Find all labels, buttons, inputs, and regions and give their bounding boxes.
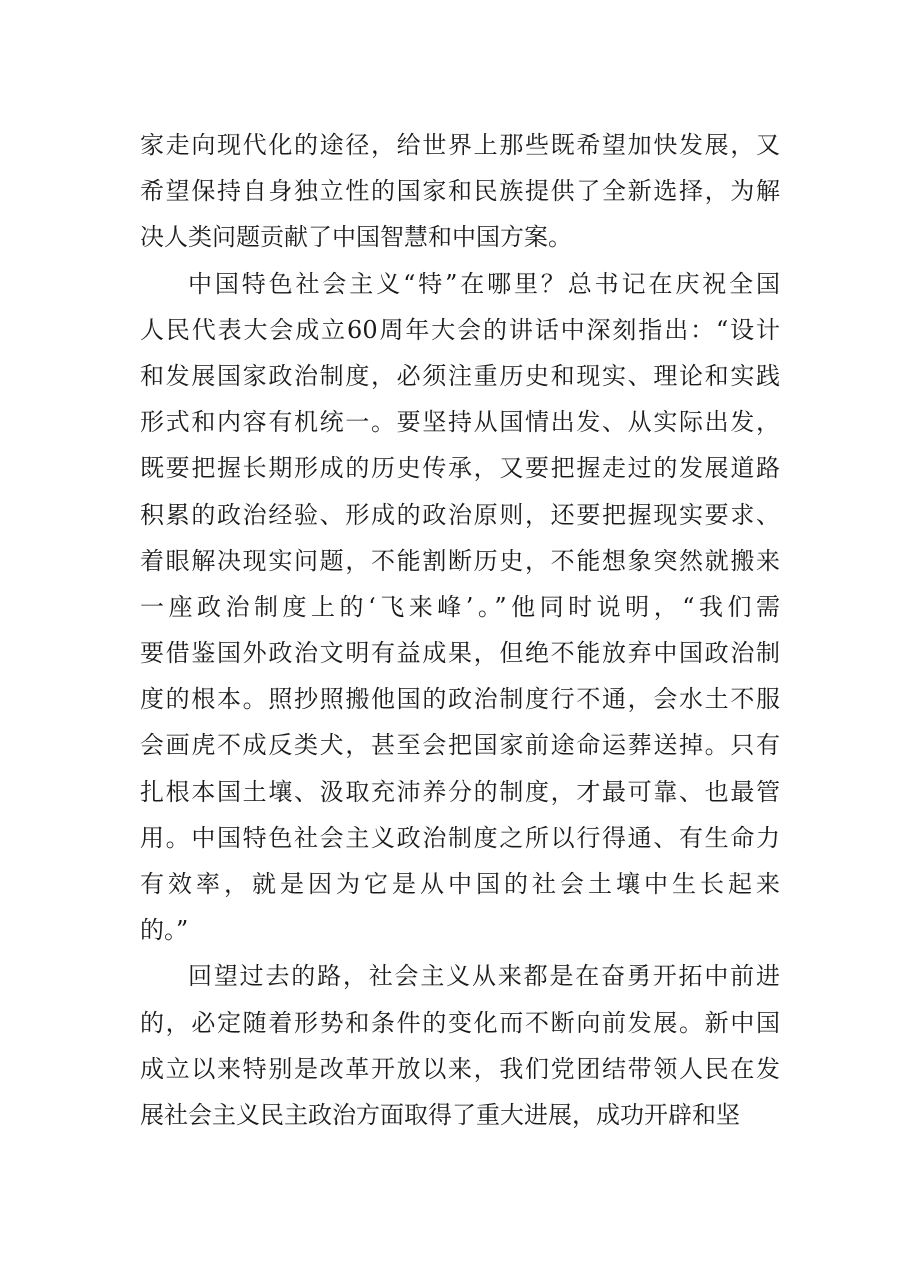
text-line: 的。” [140, 916, 189, 945]
text-line: 度的根本。照抄照搬他国的政治制度行不通，会水土不服 [140, 685, 780, 714]
text-line: 一座政治制度上的‘飞来峰’。”他同时说明，“我们需 [140, 592, 780, 621]
text-line: 既要把握长期形成的历史传承，又要把握走过的发展道路 [140, 454, 780, 483]
text-line: 希望保持自身独立性的国家和民族提供了全新选择，为解 [140, 177, 780, 206]
text-line: 会画虎不成反类犬，甚至会把国家前途命运葬送掉。只有 [140, 731, 780, 760]
text-line: 成立以来特别是改革开放以来，我们党团结带领人民在发 [140, 1054, 780, 1083]
text-line: 的，必定随着形势和条件的变化而不断向前发展。新中国 [140, 1008, 780, 1037]
text-line: 人民代表大会成立60周年大会的讲话中深刻指出：“设计 [140, 315, 780, 344]
paragraph [140, 261, 780, 954]
text-line: 要借鉴国外政治文明有益成果，但绝不能放弃中国政治制 [140, 639, 780, 668]
paragraph [140, 953, 780, 1138]
text-line: 形式和内容有机统一。要坚持从国情出发、从实际出发， [140, 408, 780, 437]
text-line: 决人类问题贡献了中国智慧和中国方案。 [140, 223, 572, 252]
text-line: 积累的政治经验、形成的政治原则，还要把握现实要求、 [140, 500, 780, 529]
paragraph [140, 122, 780, 261]
text-line: 着眼解决现实问题，不能割断历史，不能想象突然就搬来 [140, 546, 780, 575]
text-line: 有效率，就是因为它是从中国的社会土壤中生长起来 [140, 870, 780, 898]
text-line: 展社会主义民主政治方面取得了重大进展，成功开辟和坚 [140, 1100, 740, 1129]
text-line: 和发展国家政治制度，必须注重历史和现实、理论和实践 [140, 361, 780, 390]
body-text [140, 122, 780, 1138]
text-line: 中国特色社会主义“特”在哪里？总书记在庆祝全国 [188, 269, 780, 298]
text-line: 家走向现代化的途径，给世界上那些既希望加快发展，又 [140, 131, 780, 159]
text-line: 用。中国特色社会主义政治制度之所以行得通、有生命力 [140, 823, 780, 852]
text-line: 回望过去的路，社会主义从来都是在奋勇开拓中前进 [188, 962, 780, 991]
text-line: 扎根本国土壤、汲取充沛养分的制度，才最可靠、也最管 [140, 777, 780, 806]
